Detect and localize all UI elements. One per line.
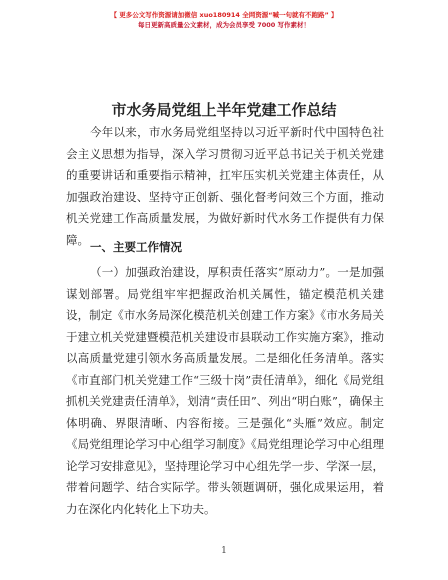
document-title: 市水务局党组上半年党建工作总结 xyxy=(111,101,337,119)
section-heading: 一、主要工作情况 xyxy=(90,240,182,254)
promo-banner-line-2: 每日更新高质量公文素材，成为会员享受 7000 写作素材！ xyxy=(137,21,311,29)
promo-banner-line-1: 【 更多公文写作资源请加微信 xuo180914 全网资源“喊一句就有不跑路” 】 xyxy=(110,11,338,19)
body-paragraph: （一）加强政治建设，厚积责任落实“原动力”。一是加强谋划部署。局党组牢牢把握政治机关属性，锚定模范机关建设，制定《市水务局深化模范机关创建工作方案》《市水务局关于建立机关党建暨模范机关建设市县联动工作实施方案》，推动以高质量党建引领水务高质量发展。二是细化任务清单。落实《市直部门机关党建工作“三级十岗”责任清单》，细化《局党组抓机关党建责任清单》，划清“责任田”、列出“明白账”，确保主体明确、界限清晰、内容衔接。三是强化“头雁”效应。制定《局党组理论学习中心组学习制度》《局党组理论学习中心组理论学习安排意见》，坚持理论学习中心组先学一步、学深一层，带着问题学、结合实际学。带头领题调研，强化成果运用，着力在深化内化转化上下功夫。 xyxy=(66,265,384,516)
page-number: 1 xyxy=(221,546,227,556)
intro-paragraph: 今年以来，市水务局党组坚持以习近平新时代中国特色社会主义思想为指导，深入学习贯彻习近平总书记关于机关党建的重要讲话和重要指示精神，扛牢压实机关党建主体责任，从加强政治建设、坚持守正创新、强化督考问效三个方面，推动机关党建工作高质量发展，为做好新时代水务工作提供有力保障。 xyxy=(66,125,384,247)
